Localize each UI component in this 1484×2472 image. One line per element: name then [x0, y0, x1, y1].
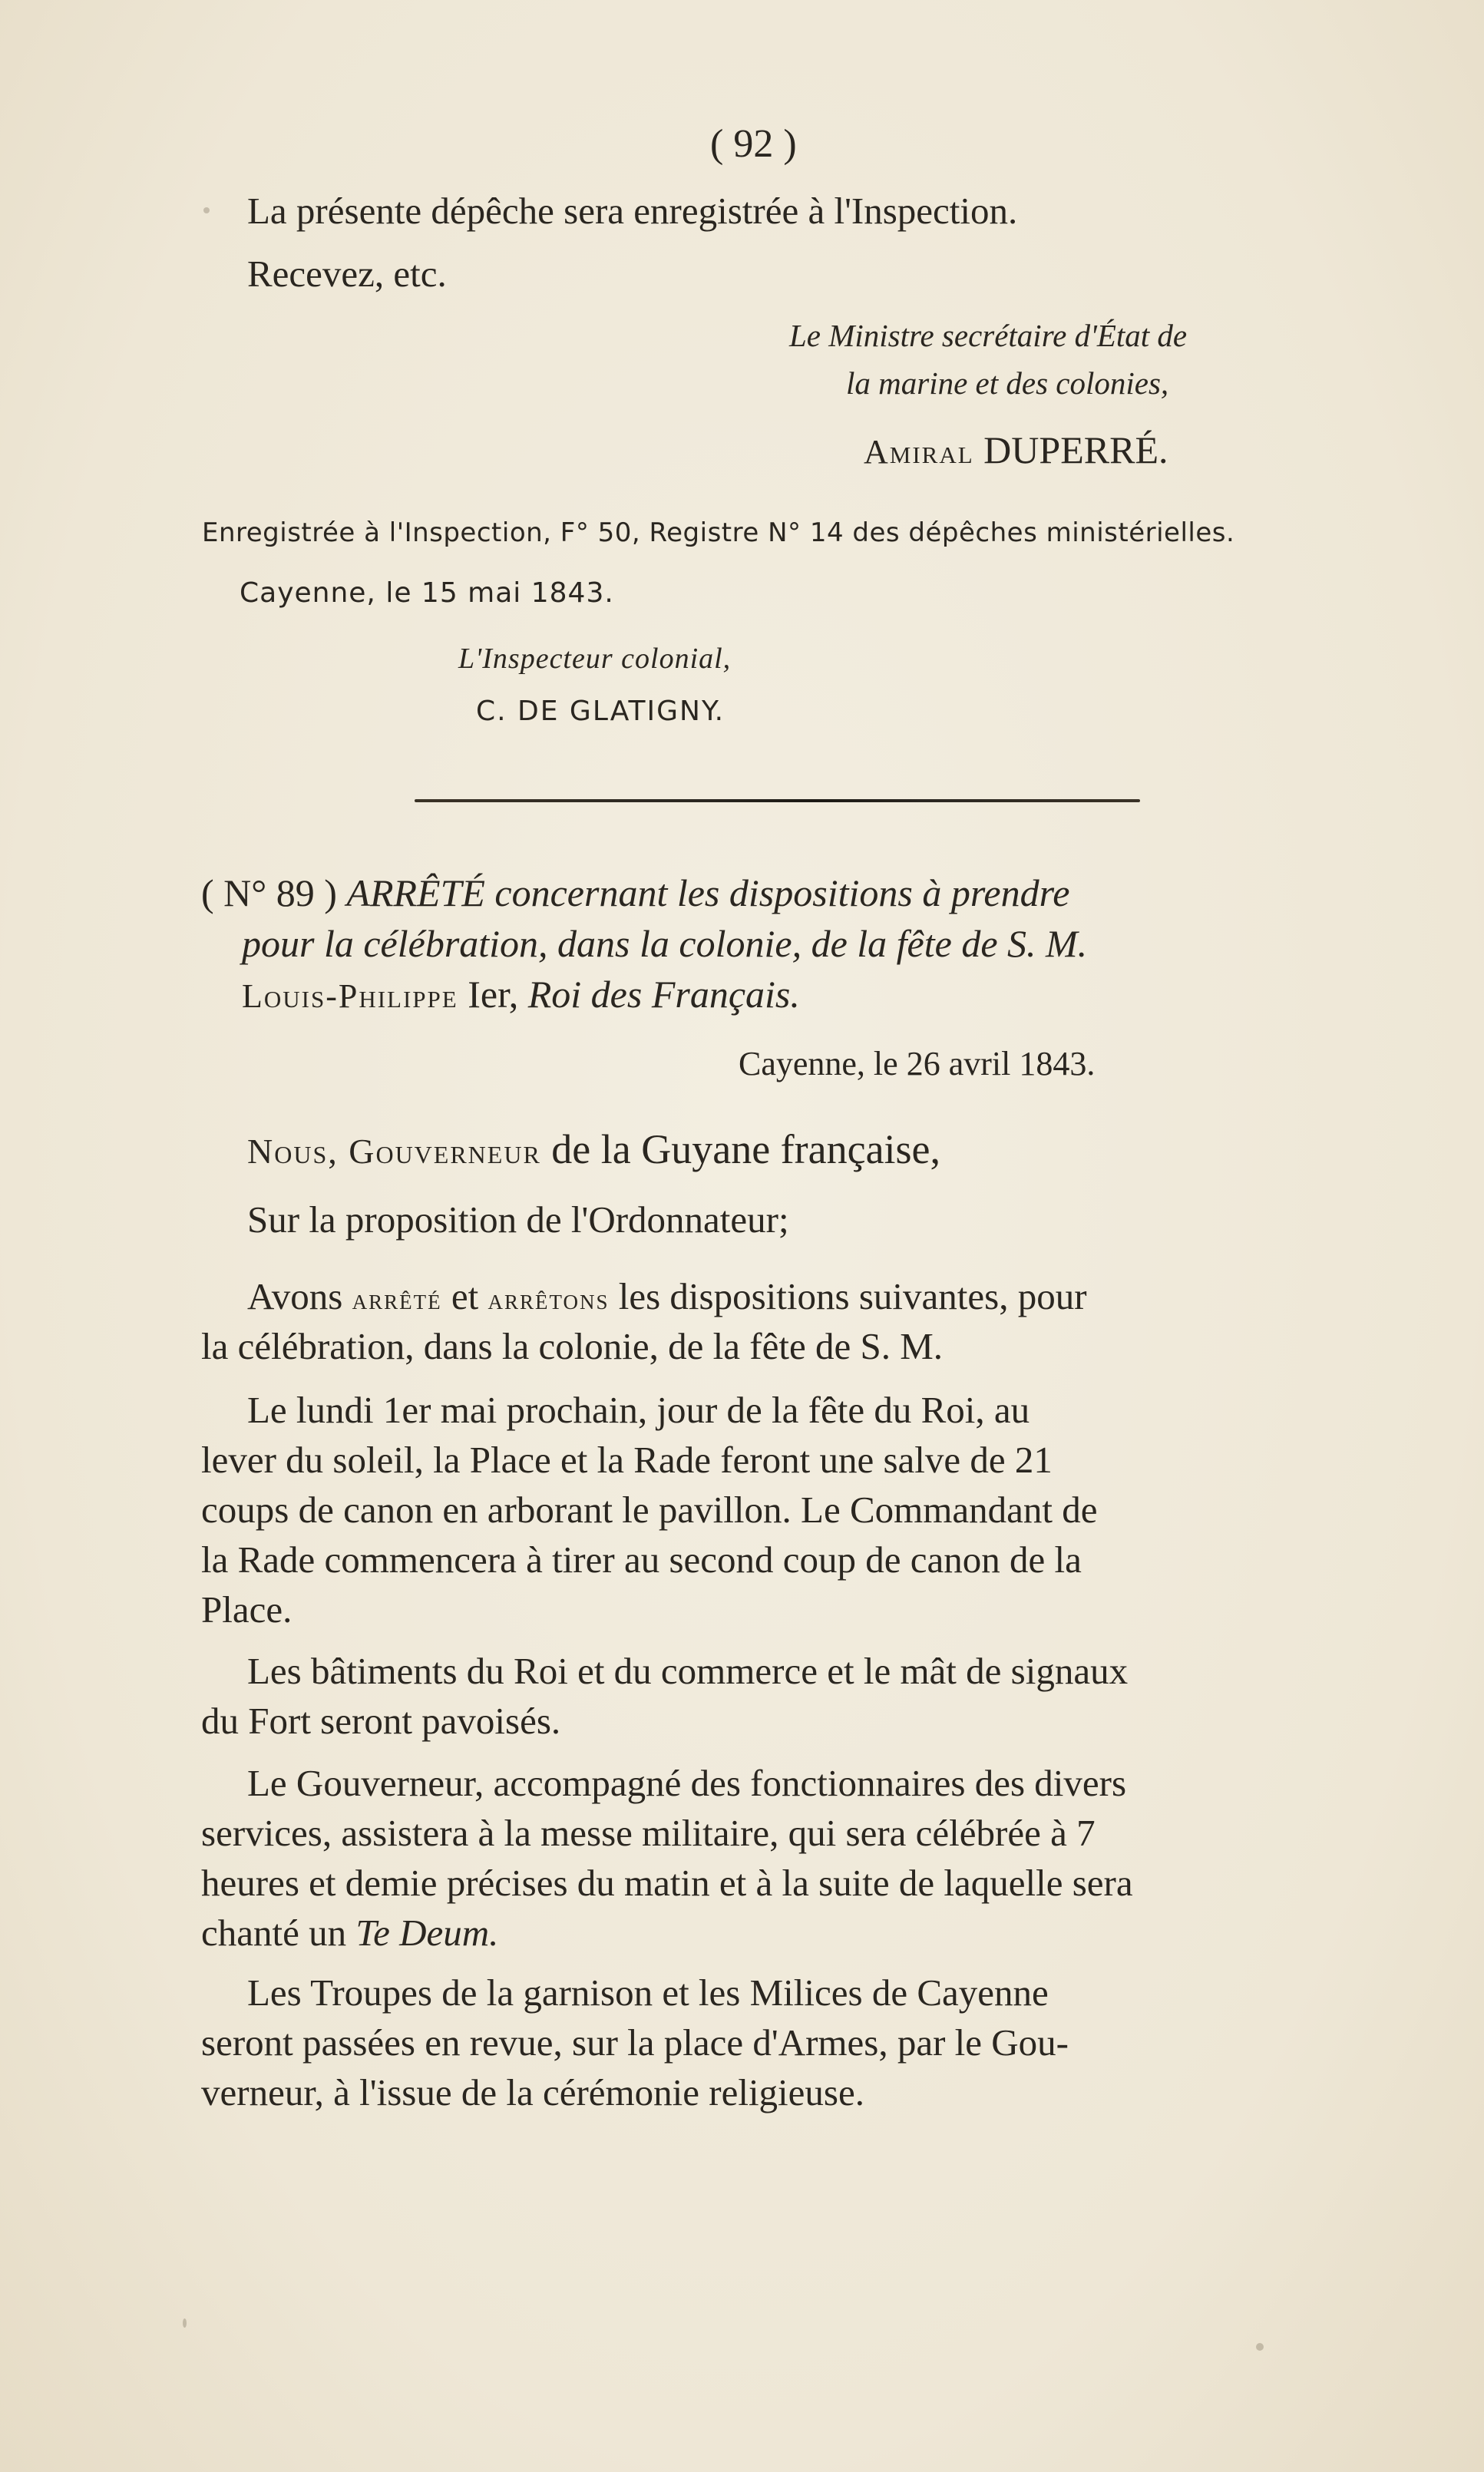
signature-line: [864, 428, 1168, 472]
paper-speck: [1256, 2343, 1264, 2351]
king-name: Louis-Philippe: [242, 977, 458, 1015]
page-number: ( 92 ): [710, 122, 797, 166]
p3-line: heures et demie précises du matin et à la suite de laquelle sera: [201, 1862, 1133, 1904]
p2-line: Les bâtiments du Roi et du commerce et le mât de signaux: [247, 1650, 1129, 1692]
inspector-name: C. DE GLATIGNY.: [476, 696, 725, 727]
p1-line: Place.: [201, 1588, 293, 1631]
avons-rest: les dispositions suivantes, pour: [618, 1275, 1087, 1317]
inspector-title: L'Inspecteur colonial,: [458, 643, 732, 675]
signature-title-1: Le Ministre secrétaire d'État de: [789, 318, 1188, 353]
te-deum: Te Deum.: [355, 1912, 499, 1954]
p1-line: Le lundi 1er mai prochain, jour de la fête du Roi, au: [247, 1389, 1030, 1431]
decree-title-1: ARRÊTÉ concernant les dispositions à prendre: [346, 871, 1070, 914]
decree-avons-line-2: la célébration, dans la colonie, de la fête de S. M.: [201, 1325, 944, 1367]
avons-et: et: [451, 1275, 479, 1317]
decree-title-3: [242, 972, 800, 1016]
p4-line: verneur, à l'issue de la cérémonie religieuse.: [201, 2071, 864, 2113]
king-ordinal: Ier,: [468, 973, 519, 1016]
decree-number: ( N° 89 ): [201, 871, 337, 914]
dispatch-line-1: La présente dépêche sera enregistrée à l'Inspection.: [247, 190, 1018, 232]
inspection-place-date: Cayenne, le 15 mai 1843.: [240, 577, 614, 609]
p3-line: Le Gouverneur, accompagné des fonctionnaires des divers: [247, 1762, 1127, 1804]
arrete: arrêté: [352, 1284, 442, 1316]
arretons: arrêtons: [488, 1284, 610, 1316]
signature-name: DUPERRÉ.: [983, 428, 1168, 471]
signature-rank: Amiral: [864, 433, 974, 471]
decree-intro: [247, 1125, 940, 1173]
intro-rest: de la Guyane française,: [551, 1126, 941, 1172]
paper-speck: [183, 2318, 187, 2328]
p4-line: seront passées en revue, sur la place d'Armes, par le Gou-: [201, 2021, 1069, 2064]
king-title: Roi des Français.: [527, 973, 800, 1016]
p3-chante: chanté un: [201, 1912, 347, 1954]
p1-line: la Rade commencera à tirer au second coup de canon de la: [201, 1538, 1082, 1581]
intro-nous-gouverneur: Nous, Gouverneur: [247, 1132, 541, 1171]
p4-line: Les Troupes de la garnison et les Milices de Cayenne: [247, 1971, 1049, 2014]
dispatch-line-2: Recevez, etc.: [247, 253, 447, 295]
p3-line: services, assistera à la messe militaire, qui sera célébrée à 7: [201, 1812, 1096, 1854]
decree-proposal: Sur la proposition de l'Ordonnateur;: [247, 1198, 789, 1241]
signature-title-2: la marine et des colonies,: [846, 365, 1169, 401]
section-divider: [415, 799, 1140, 802]
avons: Avons: [247, 1275, 343, 1317]
paper-speck: [203, 207, 210, 213]
p1-line: coups de canon en arborant le pavillon. Le Commandant de: [201, 1489, 1098, 1531]
decree-heading-line-1: [201, 871, 1069, 915]
p1-line: lever du soleil, la Place et la Rade feront une salve de 21: [201, 1439, 1053, 1481]
p2-line: du Fort seront pavoisés.: [201, 1700, 561, 1742]
decree-avons-line-1: [247, 1274, 1087, 1318]
decree-date: Cayenne, le 26 avril 1843.: [739, 1045, 1096, 1082]
p3-line-last: [201, 1911, 498, 1955]
decree-title-2: pour la célébration, dans la colonie, de la fête de S. M.: [242, 922, 1088, 965]
registration-note: Enregistrée à l'Inspection, F° 50, Registre N° 14 des dépêches ministérielles.: [202, 517, 1235, 548]
